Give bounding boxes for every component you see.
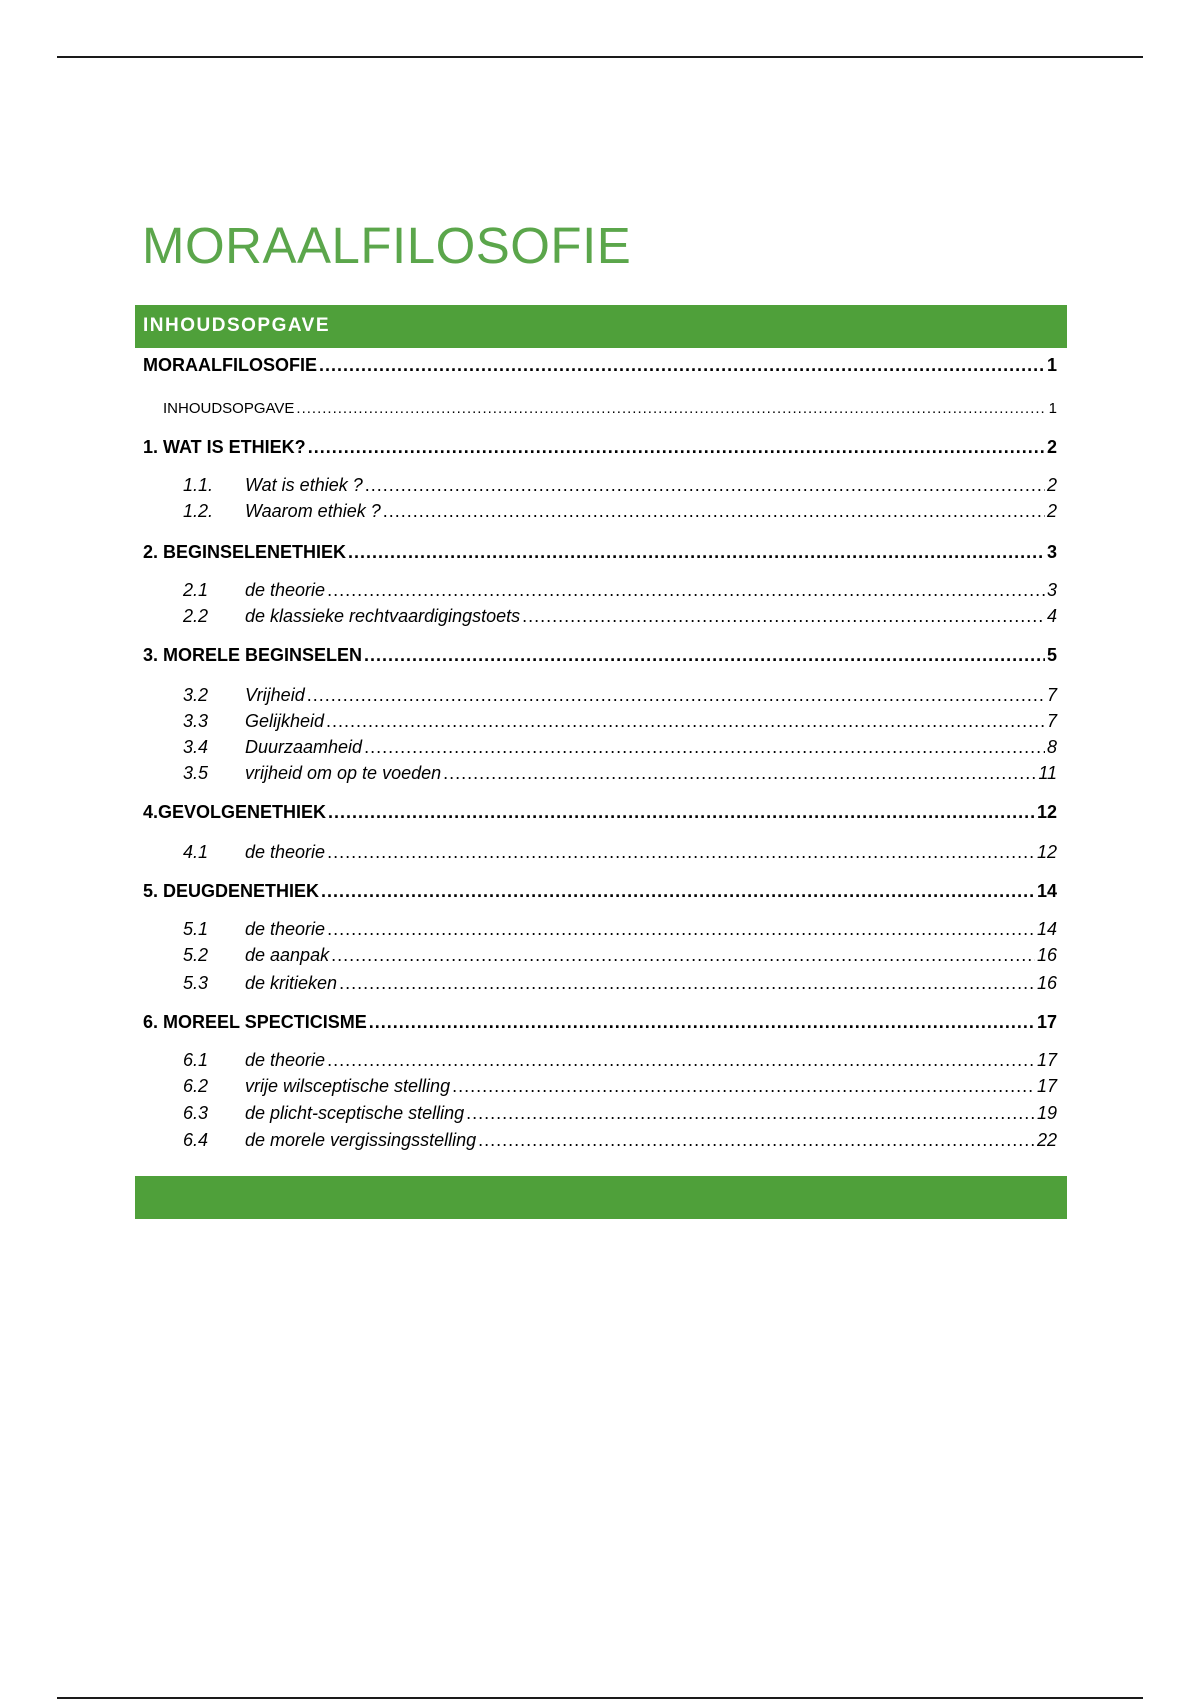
toc-entry-number: 3.3: [183, 711, 209, 731]
toc-entry-5-3[interactable]: [143, 973, 1057, 994]
toc-entry-page: 2: [1046, 475, 1057, 495]
toc-entry-label: Wat is ethiek ?: [245, 475, 363, 495]
toc-entry-label: de theorie: [245, 842, 326, 862]
toc-entry-label: 4.GEVOLGENETHIEK: [143, 802, 327, 822]
toc-entry-6-4[interactable]: [143, 1130, 1057, 1151]
toc-entry-3-5[interactable]: [143, 763, 1057, 784]
toc-entry-chapter-3[interactable]: [143, 645, 1057, 666]
toc-entry-moraalfilosofie[interactable]: [143, 355, 1057, 376]
toc-dot-leader: [443, 763, 1036, 784]
toc-dot-leader: [321, 881, 1035, 902]
toc-dot-leader: [307, 685, 1045, 706]
toc-entry-number: 3.5: [183, 763, 209, 783]
toc-entry-page: 12: [1036, 842, 1057, 862]
toc-entry-chapter-2[interactable]: [143, 542, 1057, 563]
toc-dot-leader: [364, 737, 1045, 758]
toc-entry-label: 6. MOREEL SPECTICISME: [143, 1012, 367, 1032]
toc-entry-page: 17: [1036, 1012, 1057, 1032]
toc-entry-label: de theorie: [245, 919, 326, 939]
toc-entry-label: de plicht-sceptische stelling: [245, 1103, 465, 1123]
toc-entry-6-3[interactable]: [143, 1103, 1057, 1124]
toc-dot-leader: [328, 802, 1035, 823]
toc-entry-page: 7: [1046, 711, 1057, 731]
toc-entry-number: 5.1: [183, 919, 209, 939]
toc-entry-label: 3. MORELE BEGINSELEN: [143, 645, 363, 665]
toc-entry-page: 14: [1036, 919, 1057, 939]
footer-rule: [57, 1697, 1143, 1699]
toc-entry-page: 3: [1046, 580, 1057, 600]
toc-dot-leader: [327, 580, 1045, 601]
toc-entry-label: 1. WAT IS ETHIEK?: [143, 437, 306, 457]
toc-dot-leader: [327, 842, 1035, 863]
toc-entry-page: 14: [1036, 881, 1057, 901]
toc-entry-chapter-4[interactable]: [143, 802, 1057, 823]
toc-dot-leader: [452, 1076, 1035, 1097]
toc-entry-page: 3: [1046, 542, 1057, 562]
toc-entry-page: 12: [1036, 802, 1057, 822]
toc-dot-leader: [331, 945, 1035, 966]
toc-entry-label: vrije wilsceptische stelling: [245, 1076, 451, 1096]
toc-entry-label: de theorie: [245, 580, 326, 600]
toc-entry-label: vrijheid om op te voeden: [245, 763, 442, 783]
toc-dot-leader: [327, 1050, 1035, 1071]
toc-entry-page: 4: [1046, 606, 1057, 626]
toc-entry-number: 5.2: [183, 945, 209, 965]
toc-entry-label: Gelijkheid: [245, 711, 325, 731]
toc-dot-leader: [478, 1130, 1035, 1151]
toc-entry-page: 1: [1046, 355, 1057, 375]
toc-dot-leader: [365, 475, 1045, 496]
toc-dot-leader: [339, 973, 1035, 994]
document-title: MORAALFILOSOFIE: [142, 217, 632, 274]
toc-dot-leader: [319, 355, 1045, 376]
toc-entry-number: 1.2.: [183, 501, 214, 521]
toc-entry-label: Waarom ethiek ?: [245, 501, 381, 521]
toc-dot-leader: [466, 1103, 1035, 1124]
toc-entry-label: 2. BEGINSELENETHIEK: [143, 542, 347, 562]
toc-dot-leader: [348, 542, 1045, 563]
table-of-contents: [143, 0, 1057, 1200]
toc-entry-number: 2.1: [183, 580, 209, 600]
toc-entry-label: de morele vergissingsstelling: [245, 1130, 477, 1150]
toc-dot-leader: [364, 645, 1045, 666]
toc-entry-1-2[interactable]: [143, 501, 1057, 522]
toc-heading: INHOUDSOPGAVE: [143, 315, 331, 336]
toc-dot-leader: [383, 501, 1045, 522]
toc-dot-leader: [369, 1012, 1035, 1033]
toc-entry-number: 5.3: [183, 973, 209, 993]
toc-entry-page: 2: [1046, 501, 1057, 521]
toc-entry-page: 7: [1046, 685, 1057, 705]
toc-entry-number: 3.2: [183, 685, 209, 705]
toc-entry-page: 8: [1046, 737, 1057, 757]
toc-entry-label: 5. DEUGDENETHIEK: [143, 881, 320, 901]
toc-entry-page: 19: [1036, 1103, 1057, 1123]
toc-dot-leader: [327, 919, 1035, 940]
toc-entry-number: 6.2: [183, 1076, 209, 1096]
toc-entry-page: 17: [1036, 1076, 1057, 1096]
toc-entry-label: de klassieke rechtvaardigingstoets: [245, 606, 521, 626]
toc-entry-page: 16: [1036, 945, 1057, 965]
toc-entry-page: 11: [1038, 763, 1057, 783]
toc-entry-label: de theorie: [245, 1050, 326, 1070]
toc-entry-number: 4.1: [183, 842, 209, 862]
toc-entry-chapter-5[interactable]: [143, 881, 1057, 902]
toc-entry-4-1[interactable]: [143, 842, 1057, 863]
toc-entry-label: de aanpak: [245, 945, 330, 965]
toc-entry-5-2[interactable]: [143, 945, 1057, 966]
toc-entry-page: 5: [1046, 645, 1057, 665]
toc-entry-chapter-1[interactable]: [143, 437, 1057, 458]
toc-entry-number: 6.1: [183, 1050, 209, 1070]
toc-entry-label: INHOUDSOPGAVE: [163, 400, 295, 417]
toc-entry-2-2[interactable]: [143, 606, 1057, 627]
toc-entry-label: Vrijheid: [245, 685, 305, 705]
toc-dot-leader: [326, 711, 1045, 732]
toc-entry-1-1[interactable]: [143, 475, 1057, 496]
toc-entry-label: MORAALFILOSOFIE: [143, 355, 317, 375]
toc-entry-page: 17: [1036, 1050, 1057, 1070]
toc-entry-6-2[interactable]: [143, 1076, 1057, 1097]
toc-entry-page: 22: [1036, 1130, 1057, 1150]
toc-entry-label: Duurzaamheid: [245, 737, 363, 757]
toc-entry-inhoudsopgave[interactable]: [143, 400, 1057, 417]
toc-entry-label: de kritieken: [245, 973, 338, 993]
toc-entry-3-2[interactable]: [143, 685, 1057, 706]
toc-entry-number: 6.3: [183, 1103, 209, 1123]
toc-entry-page: 1: [1048, 400, 1057, 417]
toc-entry-5-1[interactable]: [143, 919, 1057, 940]
toc-entry-3-3[interactable]: [143, 711, 1057, 732]
toc-entry-2-1[interactable]: [143, 580, 1057, 601]
toc-footer-band: [135, 1176, 1067, 1219]
toc-dot-leader: [522, 606, 1045, 627]
toc-entry-6-1[interactable]: [143, 1050, 1057, 1071]
toc-entry-3-4[interactable]: [143, 737, 1057, 758]
toc-entry-chapter-6[interactable]: [143, 1012, 1057, 1033]
toc-entry-page: 2: [1046, 437, 1057, 457]
toc-entry-page: 16: [1036, 973, 1057, 993]
toc-entry-number: 1.1.: [183, 475, 214, 495]
toc-entry-number: 6.4: [183, 1130, 209, 1150]
toc-dot-leader: [296, 400, 1046, 417]
toc-entry-number: 2.2: [183, 606, 209, 626]
toc-entry-number: 3.4: [183, 737, 209, 757]
toc-dot-leader: [308, 437, 1045, 458]
